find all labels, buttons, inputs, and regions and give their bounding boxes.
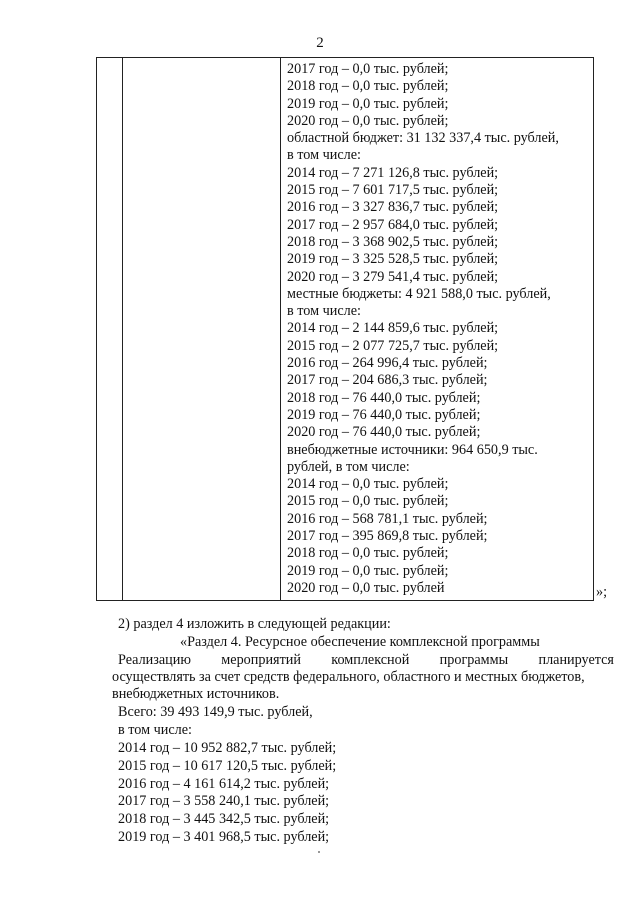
cell-line: 2020 год – 0,0 тыс. рублей xyxy=(287,579,445,596)
cell-line: 2018 год – 0,0 тыс. рублей; xyxy=(287,78,449,95)
closing-quote-mark: »; xyxy=(596,584,608,600)
cell-line: 2020 год – 3 279 541,4 тыс. рублей; xyxy=(287,268,499,285)
cell-line: 2018 год – 76 440,0 тыс. рублей; xyxy=(287,389,481,406)
cell-line: 2020 год – 76 440,0 тыс. рублей; xyxy=(287,424,481,441)
year-line: 2014 год – 10 952 882,7 тыс. рублей; xyxy=(118,740,337,756)
year-list xyxy=(118,740,336,847)
paragraph-third-line: внебюджетных источников. xyxy=(112,686,280,702)
funding-table xyxy=(96,57,594,601)
cell-line: местные бюджеты: 4 921 588,0 тыс. рублей, xyxy=(287,285,551,302)
cell-line: 2020 год – 0,0 тыс. рублей; xyxy=(287,112,449,129)
cell-line: 2016 год – 568 781,1 тыс. рублей; xyxy=(287,510,488,527)
cell-line: 2015 год – 2 077 725,7 тыс. рублей; xyxy=(287,337,499,354)
cell-line: внебюджетные источники: 964 650,9 тыс. xyxy=(287,441,538,458)
cell-line: рублей, в том числе: xyxy=(287,458,410,475)
paragraph-word: Реализацию xyxy=(118,652,191,668)
cell-line: 2017 год – 395 869,8 тыс. рублей; xyxy=(287,528,488,545)
funding-cell-text xyxy=(287,61,592,597)
cell-line: 2014 год – 2 144 859,6 тыс. рублей; xyxy=(287,320,499,337)
cell-line: 2016 год – 264 996,4 тыс. рублей; xyxy=(287,355,488,372)
cell-line: 2019 год – 0,0 тыс. рублей; xyxy=(287,562,449,579)
cell-line: 2017 год – 0,0 тыс. рублей; xyxy=(287,61,449,77)
cell-line: 2016 год – 3 327 836,7 тыс. рублей; xyxy=(287,199,499,216)
page-number: 2 xyxy=(316,35,324,51)
cell-line: 2015 год – 0,0 тыс. рублей; xyxy=(287,493,449,510)
year-line: 2018 год – 3 445 342,5 тыс. рублей; xyxy=(118,811,330,828)
item-2-heading: 2) раздел 4 изложить в следующей редакции: xyxy=(118,616,391,632)
cell-line: областной бюджет: 31 132 337,4 тыс. рублей, xyxy=(287,130,559,147)
paragraph-word: комплексной xyxy=(331,652,410,668)
cell-line: 2017 год – 2 957 684,0 тыс. рублей; xyxy=(287,216,499,233)
cell-line: 2017 год – 204 686,3 тыс. рублей; xyxy=(287,372,488,389)
scan-speck xyxy=(318,851,320,853)
cell-line: 2018 год – 3 368 902,5 тыс. рублей; xyxy=(287,233,499,250)
paragraph-word: программы xyxy=(439,652,509,668)
total-line: Всего: 39 493 149,9 тыс. рублей, xyxy=(118,704,313,720)
cell-line: 2015 год – 7 601 717,5 тыс. рублей; xyxy=(287,182,499,199)
year-line: 2017 год – 3 558 240,1 тыс. рублей; xyxy=(118,793,330,810)
paragraph-word: мероприятий xyxy=(221,652,301,668)
year-line: 2019 год – 3 401 968,5 тыс. рублей; xyxy=(118,828,330,845)
cell-line: в том числе: xyxy=(287,303,361,320)
table-column-divider xyxy=(122,58,123,600)
section-title: «Раздел 4. Ресурсное обеспечение комплексной программы xyxy=(180,634,540,650)
paragraph-word: планируется xyxy=(538,652,614,668)
paragraph-first-line xyxy=(118,652,614,669)
cell-line: 2019 год – 3 325 528,5 тыс. рублей; xyxy=(287,251,499,268)
year-line: 2016 год – 4 161 614,2 тыс. рублей; xyxy=(118,775,330,792)
cell-line: 2018 год – 0,0 тыс. рублей; xyxy=(287,545,449,562)
cell-line: 2019 год – 0,0 тыс. рублей; xyxy=(287,95,449,112)
cell-line: 2014 год – 0,0 тыс. рублей; xyxy=(287,476,449,493)
table-column-divider xyxy=(280,58,281,600)
cell-line: в том числе: xyxy=(287,147,361,164)
cell-line: 2019 год – 76 440,0 тыс. рублей; xyxy=(287,406,481,423)
including-line: в том числе: xyxy=(118,722,192,738)
year-line: 2015 год – 10 617 120,5 тыс. рублей; xyxy=(118,757,337,774)
cell-line: 2014 год – 7 271 126,8 тыс. рублей; xyxy=(287,164,499,181)
paragraph-second-line: осуществлять за счет средств федерального, областного и местных бюджетов, xyxy=(112,669,585,685)
